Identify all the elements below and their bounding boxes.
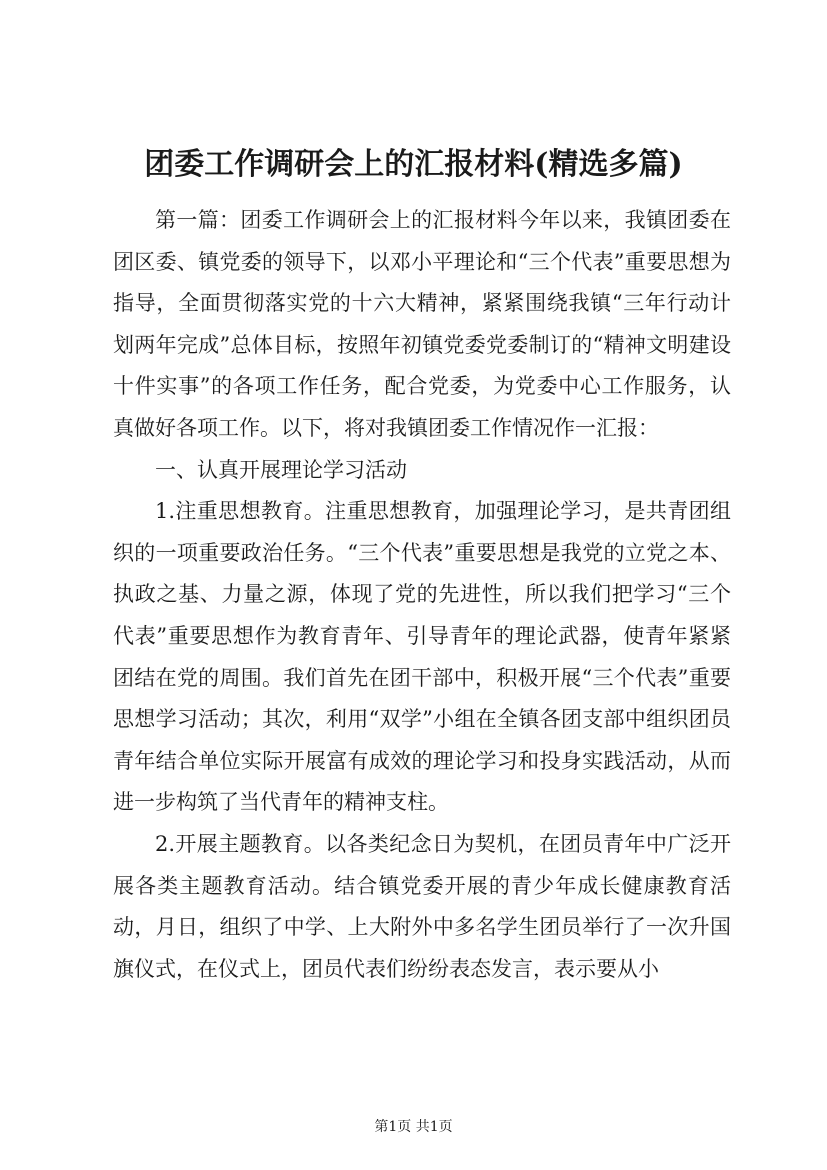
page-footer: 第1页 共1页 <box>374 1119 453 1135</box>
section-heading-1: 一、认真开展理论学习活动 <box>155 457 407 482</box>
paragraph-intro: 第一篇：团委工作调研会上的汇报材料今年以来，我镇团委在团区委、镇党委的领导下，以邓小平理论和“三个代表”重要思想为指导，全面贯彻落实党的十六大精神，紧紧围绕我镇“三年行动计划两年完成”总体目标，按照年初镇党委党委制订的“精神文明建设十件实事”的各项工作任务，配合党委，为党委中心工作服务，认真做好各项工作。以下，将对我镇团委工作情况作一汇报： <box>113 208 731 440</box>
paragraph-theme-education: 2.开展主题教育。以各类纪念日为契机，在团员青年中广泛开展各类主题教育活动。结合镇党委开展的青少年成长健康教育活动，月日，组织了中学、上大附外中多名学生团员举行了一次升国旗仪式，在仪式上，团员代表们纷纷表态发言，表示要从小 <box>113 831 731 981</box>
document-title: 团委工作调研会上的汇报材料(精选多篇) <box>144 147 683 182</box>
paragraph-thought-education: 1.注重思想教育。注重思想教育，加强理论学习，是共青团组织的一项重要政治任务。“三个代表”重要思想是我党的立党之本、执政之基、力量之源，体现了党的先进性，所以我们把学习“三个代表”重要思想作为教育青年、引导青年的理论武器，使青年紧紧团结在党的周围。我们首先在团干部中，积极开展“三个代表”重要思想学习活动；其次，利用“双学”小组在全镇各团支部中组织团员青年结合单位实际开展富有成效的理论学习和投身实践活动，从而进一步构筑了当代青年的精神支柱。 <box>113 499 731 815</box>
document-body <box>113 200 731 990</box>
